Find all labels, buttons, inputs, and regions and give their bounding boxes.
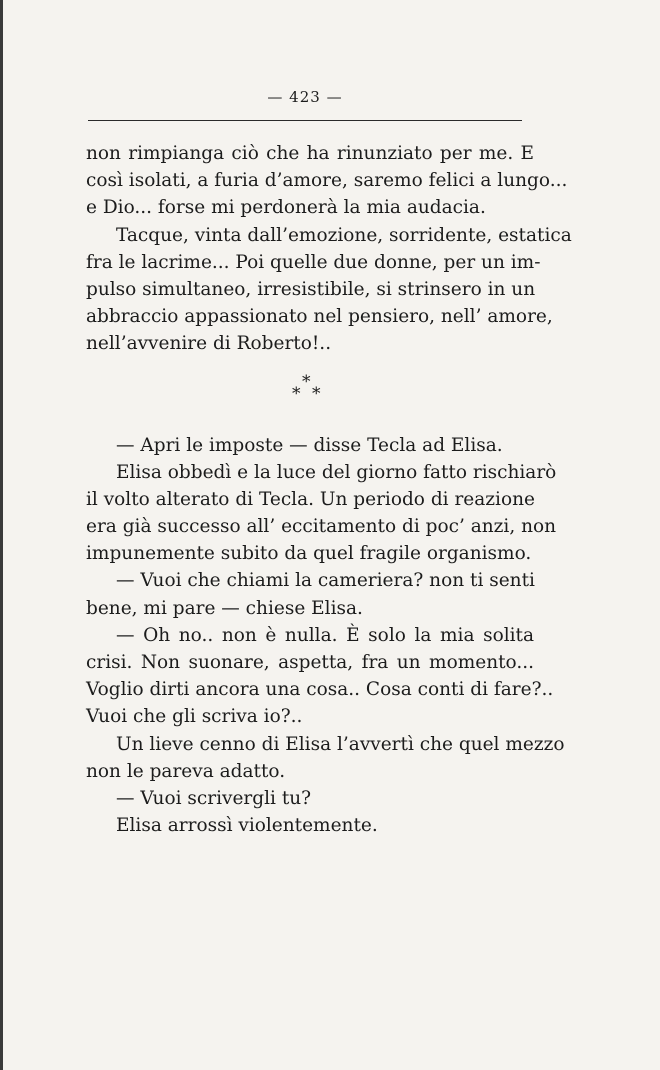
page-number-header: — 423 — xyxy=(267,88,343,106)
asterism-star-top: * xyxy=(302,371,311,392)
text-block-1 xyxy=(86,140,572,358)
text-line: — Apri le imposte — disse Tecla ad Elisa. xyxy=(116,434,503,456)
text-line: abbraccio appassionato nel pensiero, nell’ amore, xyxy=(86,306,553,328)
asterism-star-right: * xyxy=(312,383,321,404)
text-line: bene, mi pare — chiese Elisa. xyxy=(86,597,363,619)
text-line: Tacque, vinta dall’emozione, sorridente, estatica xyxy=(116,224,572,246)
text-line: non rimpianga ciò che ha rinunziato per me. E xyxy=(86,143,534,164)
text-line: — Vuoi che chiami la cameriera? non ti senti xyxy=(116,570,535,592)
text-line: crisi. Non suonare, aspetta, fra un momento... xyxy=(86,652,534,673)
body-text xyxy=(86,140,572,839)
section-break-asterism xyxy=(86,358,534,432)
text-line: nell’avvenire di Roberto!.. xyxy=(86,333,332,355)
text-line: — Oh no.. non è nulla. È solo la mia solita xyxy=(116,624,534,646)
text-line: era già successo all’ eccitamento di poc’ anzi, non xyxy=(86,516,557,538)
text-line: il volto alterato di Tecla. Un periodo di reazione xyxy=(86,488,535,510)
text-line: Elisa arrossì violentemente. xyxy=(116,815,378,837)
text-block-2 xyxy=(86,432,565,840)
text-line: Voglio dirti ancora una cosa.. Cosa conti di fare?.. xyxy=(86,679,554,701)
asterism-star-left: * xyxy=(292,383,301,404)
text-line: così isolati, a furia d’amore, saremo felici a lungo... xyxy=(86,170,568,192)
text-line: Vuoi che gli scriva io?.. xyxy=(86,706,303,728)
text-line: pulso simultaneo, irresistibile, si strinsero in un xyxy=(86,278,536,300)
page-binding-edge xyxy=(0,0,3,1070)
text-line: Elisa obbedì e la luce del giorno fatto rischiarò xyxy=(116,461,557,483)
text-line: impunemente subito da quel fragile organismo. xyxy=(86,543,532,565)
text-line: non le pareva adatto. xyxy=(86,760,286,782)
header-rule xyxy=(88,120,522,121)
text-line: Un lieve cenno di Elisa l’avvertì che quel mezzo xyxy=(116,733,565,755)
text-line: — Vuoi scrivergli tu? xyxy=(116,787,312,809)
text-line: e Dio... forse mi perdonerà la mia audacia. xyxy=(86,197,486,219)
text-line: fra le lacrime... Poi quelle due donne, per un im- xyxy=(86,251,541,273)
